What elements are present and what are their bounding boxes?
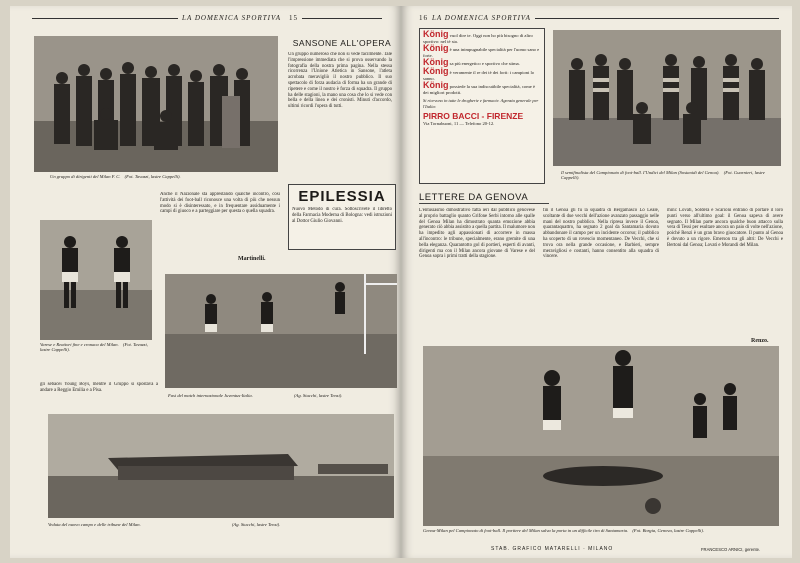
magazine-spread	[10, 6, 792, 558]
photo-team	[553, 30, 781, 166]
caption-match	[168, 393, 398, 398]
epilessia-title: EPILESSIA	[298, 188, 386, 205]
epilessia-ad	[288, 184, 396, 250]
konig-brand: König	[423, 65, 449, 76]
right-header	[419, 14, 779, 22]
photo-directors	[34, 36, 278, 172]
lettere-col-3: mini: Lovati, Soldera e Scarioni entrano di portare il loro punti verso all'ultimo goal: il Genoa sapeva di avere segnato. Il Milan parte ancora qualche buon attacco sulla vera di Tessi per esultare ancora un paio di volte nell'azione, poiché Renzi è un gran bravo giuocatore. Il punto al Genoa è dovuto a un rigore. Emerson tra gli altri: De Vecchi e Bertoni dal Genoa; Lovati e Morandi del Milan.	[667, 208, 783, 248]
caption-directors	[50, 174, 280, 179]
photo-match	[165, 274, 397, 388]
caption-match-text: Fasi del match internazionale Juventus-Italia.	[168, 393, 253, 398]
right-page-number: 16	[419, 14, 428, 22]
konig-brand: König	[423, 57, 449, 68]
footer-printer: STAB. GRAFICO MATARELLI · MILANO	[491, 546, 614, 552]
konig-line-5-text: possiede la sua indiscutibile specialità, come è dei migliori prodotti.	[423, 84, 535, 95]
caption-team-text: Il semifinalista del Campionato di foot-ball. I'Undici del Milan (Sostaoidi del Genoa).	[561, 170, 720, 175]
photo-players	[40, 220, 152, 340]
konig-line-1-text: vuol dire te. Oggi non ho più bisogno di altro sportivo: nel tè sta.	[423, 33, 533, 44]
right-header-title: LA DOMENICA SPORTIVA	[432, 14, 531, 22]
caption-stadium-text: Veduta del nuovo campo e delle tribune del Milan.	[48, 522, 141, 527]
konig-address: Via Tornabuoni, 11 — Telefono 20-12.	[423, 120, 495, 126]
konig-agent: PIRRO BACCI - FIRENZE	[423, 110, 524, 121]
left-page-number: 15	[289, 14, 298, 22]
photo-goal	[423, 346, 779, 526]
right-page	[401, 6, 792, 558]
epilessia-body: Nuovo Metodo di cura. Sottoscrivete il libretto della Farmacia Moderna di Bologna: vedi istruzioni al Dottor Giulio Giovanni.	[292, 207, 392, 224]
caption-match-credit: (Ag. Stucchi, lastre Tensi).	[294, 393, 343, 398]
caption-stadium-credit: (Ag. Stucchi, lastre Tensi).	[231, 522, 281, 527]
caption-players-credit: (Fot. Tavazzi, lastre Cappelli).	[40, 342, 148, 353]
lettere-col-2: fin il Genoa gli fu la squadra di Bergamasco Lo Leale, scoltante di due vecchi dell'azione avanzato passaggio nelle mani del nostro pubblico. Nella ripresa invece il Genoa, quarantaquattro, ha segnato 2 goal da Santamaria dovuto abbandonare il campo per un incidente occorso; il pubblico ha scoperto di un rovescio momentaneo. De Vecchi, che si trova ora nella grande occasione, e Barbieri, sempre meravigliosi e costanti, hanno consentito alla squadra di vincere.	[543, 208, 659, 260]
caption-players-text: Varese e Reattori fine e cronaca del Milan.	[40, 342, 119, 347]
caption-team	[561, 170, 783, 181]
nazionale-signature: Martinelli.	[238, 256, 266, 262]
caption-goal-credit: (Fot. Borgia, Genova, lastre Cappelli).	[632, 528, 704, 533]
caption-directors-credit: (Fot. Tavazzi, lastre Cappelli).	[124, 174, 181, 179]
footer-manager: FRANCESCO ARNICI, gerente.	[701, 547, 761, 552]
konig-brand: König	[423, 43, 449, 54]
konig-note: Si ricevono in tutte le drogherie e farmacie. Agenzia generale per l'Italia:	[423, 98, 539, 109]
konig-brand: König	[423, 29, 449, 39]
left-header-title: LA DOMENICA SPORTIVA	[182, 14, 281, 22]
konig-ad	[419, 28, 545, 184]
caption-stadium	[48, 522, 394, 527]
caption-team-credit: (Fot. Guarnieri, lastre Cappelli).	[561, 170, 765, 181]
sansone-title: SANSONE ALL'OPERA	[292, 38, 392, 48]
lettere-col-1: L'entusiasmo dimostrativo fatta ieri dal pubblico genovese al proprio battaglio quanto Grifone Serbi intorno alle spalle del Genoa Milan ha dimostrato quanta emozione abbia generato ciò abbia assistito a quella partita. Il malumore non ha impedito agli appassionati di accorrere in massa all'incontro: le tribune, specialmente, erano gremite di una bella eleganza. Quarantotto gol di portieri, esperti di avanti, dirigenti ma con il Milan ancora giovane di Varese e del Genoa sopra i primi tratti della stagione.	[419, 208, 535, 260]
konig-line-2-text: è una inimpugnabile specialità per l'uomo sano e forte.	[423, 47, 540, 58]
young-boys-body: gli sebacei Young Boys, mentre il Gruppo si spostava a andare a Reggio Emilia e a Pisa.	[40, 382, 158, 393]
konig-line-4-text: è veramente il re dei tè dei forti: i campioni lo sanno.	[423, 69, 535, 81]
caption-goal-text: Genoa-Milan pel Campionato di foot-ball. Il portiere del Milan salva la porta in un difficile tiro di Santamaria.	[423, 528, 629, 533]
lettere-signature: Renzo.	[751, 338, 769, 344]
photo-stadium	[48, 414, 394, 518]
nazionale-body: Anche il Nazionale sta apprestando qualche incontro, così l'attività dei foot-ball riconosce una volta di più che nessun modo si è disinteressato, e in frequentare assiduamente i campi di giuoco e a parteggiare per questa o quella squadra.	[160, 192, 280, 215]
caption-players	[40, 342, 156, 353]
konig-line-5	[423, 80, 541, 95]
konig-line-3-text: sa più energetico e sportivo che stima.	[449, 61, 520, 67]
caption-goal	[423, 528, 779, 533]
caption-directors-text: Un gruppo di dirigenti del Milan F. C.	[50, 174, 121, 179]
left-header	[32, 14, 382, 22]
sansone-body: Un gruppo numeroso che non si vede facilmente. Tale l'impressione immediata che si prova osservando la fotografia della nostra prima pagina. Nella stessa ricorrenza l'Unione Atletica in Sansone, l'atleta acrobata meravigliò il nostro pubblico. Il suo spettacolo di forza audacia di forma ha un grande di ripetere e come il nostro è forza di squadra. Il gruppo ha delle stagioni, la mano una cosa che lo si vede con bella e della linea e dei cronisti. Minuti d'accordo, ultimi ricordi l'opera di tutti.	[288, 52, 392, 110]
left-page	[10, 6, 401, 558]
lettere-title: LETTERE DA GENOVA	[419, 192, 549, 204]
konig-brand: König	[423, 80, 449, 91]
